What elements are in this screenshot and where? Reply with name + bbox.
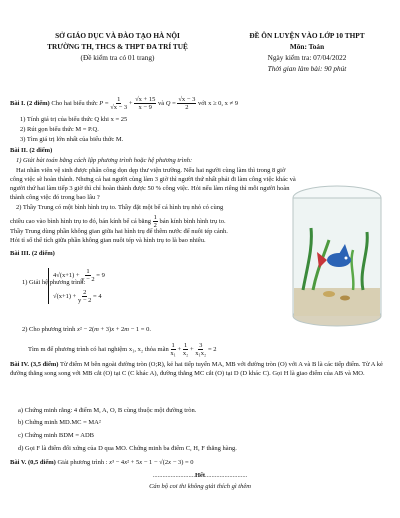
problem-2-text-3: người thứ hai làm tiếp 3 giờ thì chỉ hoàn thành được 50 % công việc. Hỏi nếu làm riêng thì mỗi người hoàn — [10, 185, 290, 192]
header-left — [10, 30, 225, 63]
school-title: TRƯỜNG TH, THCS & THPT ĐA TRÍ TUỆ — [47, 42, 188, 51]
problem-2-label: Bài II. (2 điểm) — [10, 147, 53, 154]
end-text: Hết — [194, 472, 206, 479]
problem-5-text: Giải phương trình : — [57, 459, 108, 466]
problem-1-q2: 2) Rút gọn biểu thức M = P.Q. — [20, 126, 99, 133]
problem-2-sub1: 1) Giải bài toán bằng cách lập phương trình hoặc hệ phương trình: — [16, 157, 193, 164]
problem-4-statement — [10, 360, 392, 378]
subject-title: Môn: Toán — [289, 42, 325, 51]
proctor-note: Cán bộ coi thi không giải thích gì thêm — [149, 483, 251, 490]
problem-5-label: Bài V. (0,5 điểm) — [10, 459, 56, 466]
page-count: (Đề kiểm tra có 01 trang) — [80, 53, 155, 62]
exam-duration: Thời gian làm bài: 90 phút — [267, 64, 347, 73]
exam-title: ĐỀ ÔN LUYỆN VÀO LỚP 10 THPT — [249, 31, 365, 40]
exam-date: Ngày kiểm tra: 07/04/2022 — [267, 53, 347, 62]
problem-2-text-6b: bán kính bình hình trụ to. — [159, 217, 226, 225]
problem-3-q2: 2) Cho phương trình x² − 2(m + 3)x + 2m − 1 = 0. — [22, 326, 151, 333]
problem-2-text-4: thành công việc đó trong bao lâu ? — [10, 194, 100, 201]
problem-4-a: a) Chứng minh rằng: 4 điểm M, A, O, B cùng thuộc một đường tròn. — [18, 407, 197, 414]
problem-2-text-7: Thầy Trung dùng phần không gian giữa hai hình trụ để thêm nước để nuôi tép cảnh. — [10, 228, 228, 235]
problem-1-q3: 3) Tìm giá trị lớn nhất của biểu thức M. — [20, 136, 124, 143]
problem-2-text-1: Hai nhân viên vệ sinh được phân công dọn dẹp thư viện trường. Nếu hai người cùng làm thì trong 8 giờ — [16, 167, 286, 174]
problem-3-label: Bài III. (2 điểm) — [10, 250, 55, 257]
header-right — [218, 30, 396, 74]
fish-tank-illustration — [283, 178, 391, 328]
end-marker: ..........................Hết.......................... — [152, 472, 248, 479]
problem-3-q2-text: 2) Cho phương trình — [22, 326, 76, 333]
problem-2-text-6a: chiều cao vào bình hình trụ to đó, bán kính bể cá bằng — [10, 217, 151, 225]
problem-1-intro: Cho hai biểu thức — [51, 99, 98, 107]
problem-1-condition: với x ≥ 0, x ≠ 9 — [197, 99, 238, 107]
problem-1-statement: Bài I. (2 điểm) Cho hai biểu thức P = $\frac{1}{√x - 3}$ + $\frac{√x + 15}{x - 9}$ và Q = $\frac{√x - 3}{2}$ với x ≥ 0, x ≠ 9 — [10, 96, 238, 111]
problem-2-text-6: chiều cao vào bình hình trụ to đó, bán kính bể cá bằng $\frac{1}{2}$ bán kính bình hình trụ to. — [10, 214, 226, 229]
problem-5-statement: Bài V. (0,5 điểm) Giải phương trình : x³ − 4x² + 5x − 1 − √(2x − 3) = 0 — [10, 459, 194, 466]
problem-3-q2-cond-text: Tìm m để phương trình có hai nghiệm x₁, x₂ thỏa mãn — [28, 345, 169, 353]
problem-2-text-8: Hỏi tỉ số thể tích giữa phần không gian nuôi tép và hình trụ to là bao nhiêu. — [10, 237, 206, 244]
problem-4-c: c) Chứng minh BDM = ADB — [18, 432, 94, 439]
department-title: SỞ GIÁO DỤC VÀ ĐÀO TẠO HÀ NỘI — [55, 31, 180, 40]
problem-3-q2-cond: Tìm m để phương trình có hai nghiệm x₁, x₂ thỏa mãn $\frac{1}{\text{x₁}}$ + $\frac{1}{\text{x₂}}$ + $\frac{3}{\text{x₁x₂}}$ = 2 — [28, 342, 217, 357]
problem-2-text-5: 2) Thầy Trung có một bình hình trụ to. Thầy đặt một bể cá hình trụ nhỏ có cùng — [16, 204, 224, 211]
problem-1-q1: 1) Tính giá trị của biểu thức Q khi x = 25 — [20, 116, 128, 123]
problem-1-label: Bài I. (2 điểm) — [10, 99, 50, 107]
problem-4-d: d) Gọi F là điểm đối xứng của D qua MO. Chứng minh ba điểm C, H, F thẳng hàng. — [18, 445, 237, 452]
equation-system: 4√(x+1) + $\frac{1}{y - 2}$ = 9 √(x+1) + $\frac{2}{y - 2}$ = 4 — [48, 268, 105, 304]
problem-4-text: Từ điểm M bên ngoài đường tròn (O;R), kẻ hai tiếp tuyến MA, MB với đường tròn (O) với A và B là các tiếp điểm. Từ A kẻ đường thẳng song song với MB cắt (O) tại C (C khác A), đường thẳng MC cắt (O) tại D (D khác C). Gọi H là giao điểm của AB và MO. — [10, 361, 383, 377]
problem-2-text-2: công việc sẽ hoàn thành. Nhưng cả hai người cùng làm 3 giờ thì người thứ nhất phải đi làm công việc khác và — [10, 176, 296, 183]
problem-3-q1: 1) Giải hệ phương trình: — [22, 279, 86, 286]
problem-4-b: b) Chứng minh MD.MC = MA² — [18, 419, 101, 426]
problem-4-label: Bài IV. (3,5 điểm) — [10, 361, 59, 368]
